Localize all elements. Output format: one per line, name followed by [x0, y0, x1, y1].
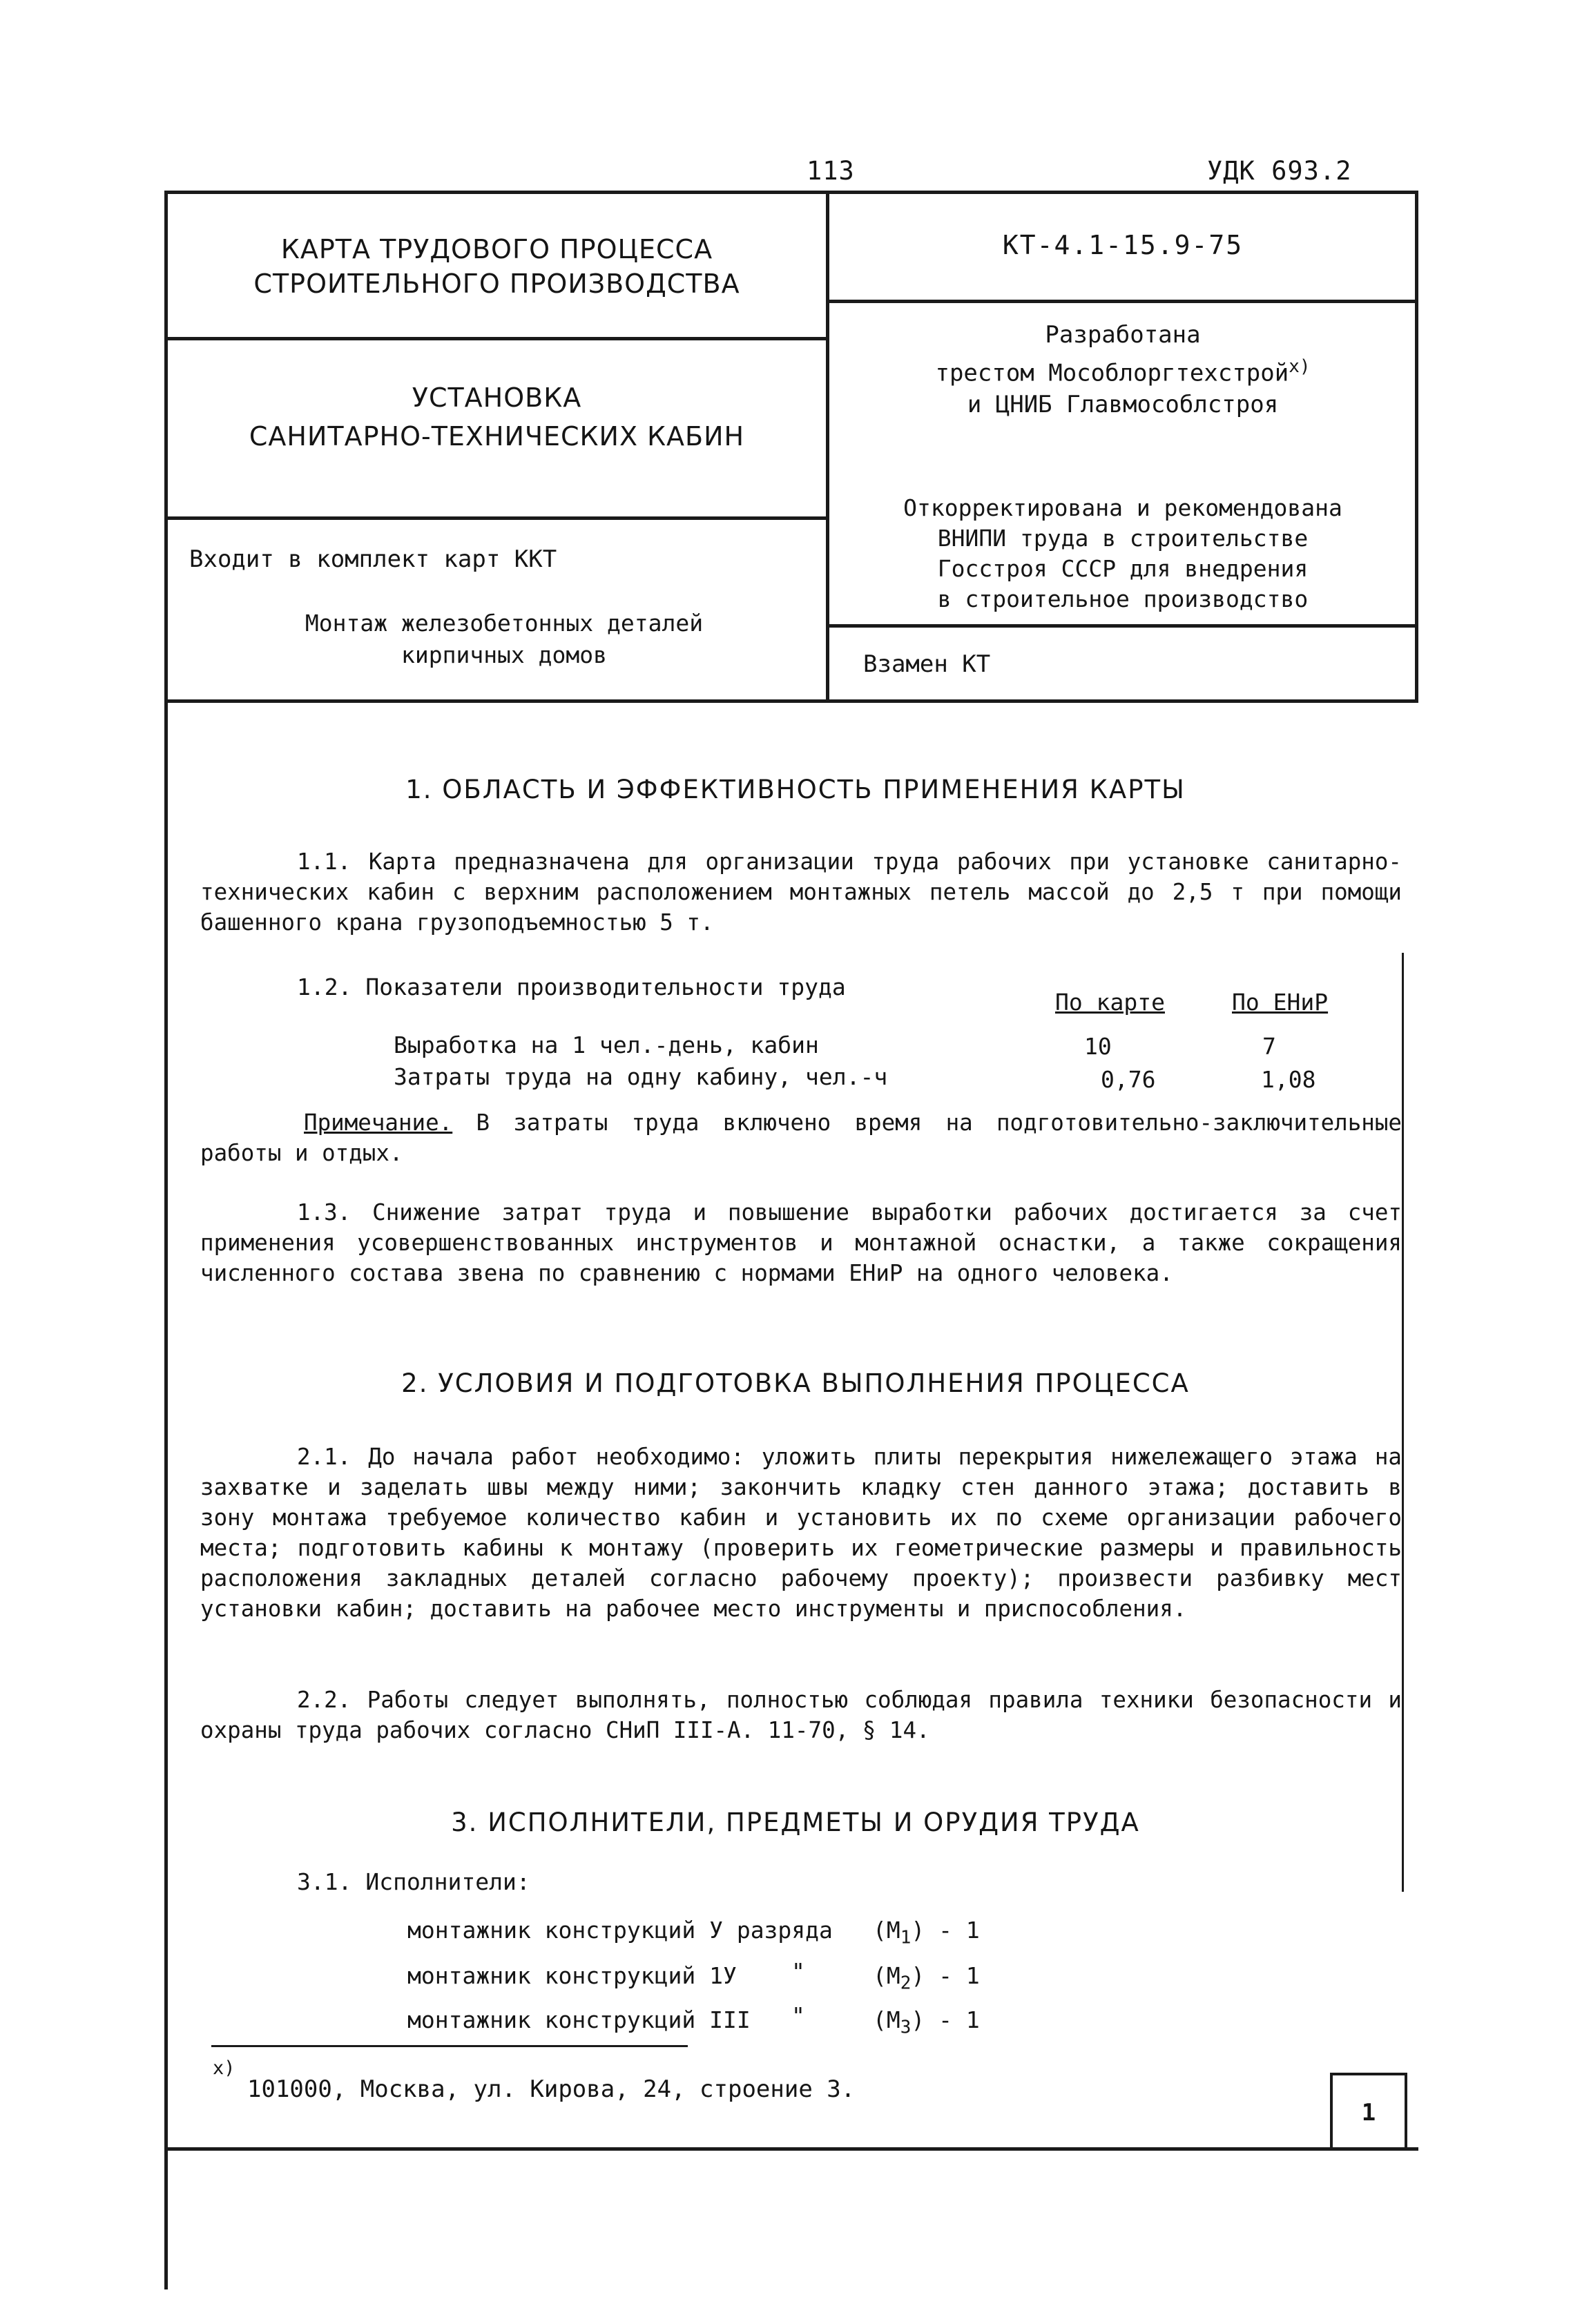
paragraph-2-1: 2.1. До начала работ необходимо: уложить плиты перекрытия нижележащего этажа на захватке и заделать швы между ними; закончить кладку стен данного этажа; доставить в зону монтажа требуемое количество кабин и установить их по схеме организации рабочего места; подготовить кабины к монтажу (проверить их геометрические размеры и правильность расположения закладных деталей согласно рабочему проекту); произвести разбивку мест установки кабин; доставить на рабочее место инструменты и приспособления.	[200, 1444, 1402, 1622]
footnote-text: 101000, Москва, ул. Кирова, 24, строение 3.	[247, 2075, 856, 2103]
card-set-name: Монтаж железобетонных деталей кирпичных домов	[305, 610, 704, 668]
body-bottom-border	[164, 2147, 1418, 2151]
udc-code: УДК 693.2	[1207, 156, 1352, 186]
paragraph-1-2: 1.2. Показатели производительности труда	[297, 974, 846, 1000]
column-header-enir: По ЕНиР	[1232, 989, 1329, 1016]
sheet-number: 1	[1361, 2099, 1376, 2127]
row-output-enir: 7	[1262, 1033, 1276, 1060]
row-labor-enir: 1,08	[1261, 1066, 1316, 1093]
card-code: КТ-4.1-15.9-75	[1002, 230, 1244, 260]
body-right-border-partial	[1402, 953, 1404, 1892]
card-title: КАРТА ТРУДОВОГО ПРОЦЕССА СТРОИТЕЛЬНОГО ПРОИЗВОДСТВА	[253, 234, 740, 299]
body-left-border	[164, 701, 168, 2289]
card-replaces: Взамен КТ	[863, 650, 991, 678]
row-labor-card: 0,76	[1101, 1066, 1156, 1093]
worker-3-ditto: "	[791, 2002, 805, 2029]
section-1-heading: 1. ОБЛАСТЬ И ЭФФЕКТИВНОСТЬ ПРИМЕНЕНИЯ КАРТЫ	[405, 775, 1186, 804]
footnote-marker: x)	[213, 2057, 235, 2079]
worker-2-ditto: "	[791, 1958, 805, 1985]
worker-1-code: $(М_1) - 1$	[873, 1917, 980, 1948]
row-output-label: Выработка на 1 чел.-день, кабин	[394, 1032, 819, 1058]
card-corrected: Откорректирована и рекомендована ВНИПИ труда в строительстве Госстроя СССР для внедрения в строительное производство	[903, 494, 1342, 612]
section-3-heading: 3. ИСПОЛНИТЕЛИ, ПРЕДМЕТЫ И ОРУДИЯ ТРУДА	[451, 1808, 1140, 1837]
column-header-card: По карте	[1055, 989, 1165, 1016]
card-divider-left-1	[164, 337, 827, 340]
card-divider-left-2	[164, 516, 827, 520]
paragraph-3-1: 3.1. Исполнители:	[297, 1868, 530, 1895]
worker-2-name: монтажник конструкций 1У	[407, 1962, 737, 1989]
paragraph-1-1: 1.1. Карта предназначена для организации труда рабочих при установке санитарно-технических кабин с верхним расположением монтажных петель массой до 2,5 т при помощи башенного крана грузоподъемностью 5 т.	[200, 849, 1402, 936]
card-subject: УСТАНОВКА САНИТАРНО-ТЕХНИЧЕСКИХ КАБИН	[249, 383, 745, 452]
worker-1-name: монтажник конструкций У разряда	[407, 1917, 833, 1944]
worker-3-name: монтажник конструкций III	[407, 2006, 751, 2033]
row-output-card: 10	[1084, 1033, 1112, 1060]
paragraph-2-2: 2.2. Работы следует выполнять, полностью соблюдая правила техники безопасности и охраны труда рабочих согласно СНиП III-А. 11-70, § 14.	[200, 1687, 1402, 1743]
section-2-heading: 2. УСЛОВИЯ И ПОДГОТОВКА ВЫПОЛНЕНИЯ ПРОЦЕССА	[401, 1368, 1190, 1398]
card-set-label: Входит в комплект карт ККТ	[189, 545, 557, 573]
footnote-rule	[211, 2045, 688, 2047]
row-labor-label: Затраты труда на одну кабину, чел.-ч	[394, 1063, 888, 1090]
footnote-mark: x)	[1289, 356, 1311, 377]
page-number: 113	[807, 156, 855, 186]
note: Примечание. В затраты труда включено время на подготовительно-заключительные работы и отдых.	[200, 1110, 1402, 1166]
worker-3-code: $(М_3) - 1$	[873, 2006, 980, 2038]
worker-2-code: $(М_2) - 1$	[873, 1962, 980, 1994]
paragraph-1-3: 1.3. Снижение затрат труда и повышение выработки рабочих достигается за счет применения усовершенствованных инструментов и монтажной оснастки, а также сокращения численного состава звена по сравнению с нормами ЕНиР на одного человека.	[200, 1199, 1402, 1286]
card-developed: Разработана трестом Мособлоргтехстрой$^{x)}$ и ЦНИБ Главмособлстроя	[935, 321, 1311, 419]
card-divider-right-1	[826, 300, 1418, 303]
card-divider-right-2	[826, 624, 1418, 628]
